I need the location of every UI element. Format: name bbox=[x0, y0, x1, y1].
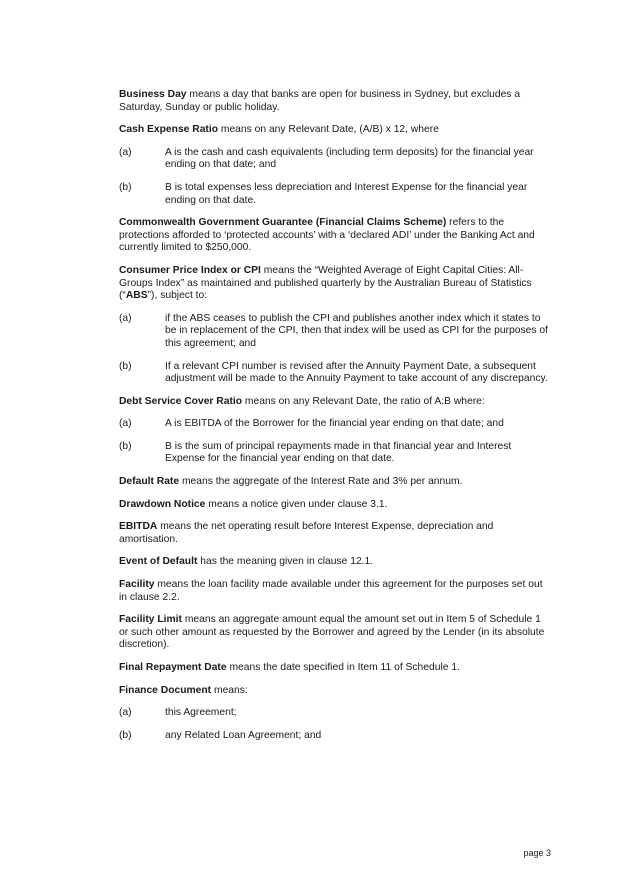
defined-term: Facility bbox=[119, 579, 155, 591]
list-item bbox=[119, 730, 552, 743]
defined-term: Debt Service Cover Ratio bbox=[119, 395, 243, 407]
definition-text: means a day that banks are open for business in Sydney, but excludes a Saturday, Sunday or public holiday. bbox=[119, 89, 521, 113]
definition-text: ”), subject to: bbox=[147, 290, 208, 302]
definition-facility-limit bbox=[119, 614, 552, 652]
definition-debt-service-cover-ratio bbox=[119, 396, 552, 409]
definition-text: means: bbox=[211, 684, 248, 696]
list-item bbox=[119, 361, 552, 386]
definition-default-rate bbox=[119, 476, 552, 489]
definition-text: means on any Relevant Date, the ratio of A:B where: bbox=[242, 395, 485, 407]
list-item bbox=[119, 147, 552, 172]
definition-drawdown-notice bbox=[119, 499, 552, 512]
defined-term: Final Repayment Date bbox=[119, 662, 227, 673]
list-marker: (b) bbox=[119, 181, 132, 193]
definition-text: means the aggregate of the Interest Rate and 3% per annum. bbox=[179, 476, 463, 488]
definition-finance-document bbox=[119, 685, 552, 698]
definition-text: means the loan facility made available under this agreement for the purposes set out in clause 2.2. bbox=[119, 579, 543, 603]
defined-term: EBITDA bbox=[119, 521, 158, 533]
list-item-text: If a relevant CPI number is revised after the Annuity Payment Date, a subsequent adjustment will be made to the Annuity Payment to take account of any discrepancy. bbox=[165, 360, 548, 385]
list-item bbox=[119, 418, 552, 431]
list-marker: (b) bbox=[119, 440, 132, 452]
definition-text: means on any Relevant Date, (A/B) x 12, where bbox=[218, 124, 439, 136]
list-marker: (a) bbox=[119, 418, 132, 430]
definition-commonwealth-guarantee bbox=[119, 217, 552, 255]
list-item bbox=[119, 313, 552, 351]
definition-text: means an aggregate amount equal the amount set out in Item 5 of Schedule 1 or such other amount as requested by the Borrower and agreed by the Lender (in its absolute discretion). bbox=[119, 614, 545, 651]
definition-text: means the “Weighted Average of Eight Capital Cities: All-Groups Index” as maintained and published quarterly by the Australian Bureau of Statistics (“ bbox=[119, 264, 532, 302]
defined-term: Cash Expense Ratio bbox=[119, 124, 218, 136]
defined-term: Event of Default bbox=[119, 556, 198, 568]
list-marker: (b) bbox=[119, 729, 132, 741]
definition-ebitda bbox=[119, 521, 552, 546]
list-item-text: any Related Loan Agreement; and bbox=[165, 729, 322, 741]
defined-term: Facility Limit bbox=[119, 614, 182, 626]
definition-cpi bbox=[119, 265, 552, 303]
list-item-text: if the ABS ceases to publish the CPI and publishes another index which it states to be in replacement of the CPI, then that index will be used as CPI for the purposes of this agreement; and bbox=[165, 312, 548, 349]
list-marker: (a) bbox=[119, 707, 132, 719]
defined-term: Commonwealth Government Guarantee (Financial Claims Scheme) bbox=[119, 217, 447, 229]
list-marker: (a) bbox=[119, 146, 132, 158]
defined-term: Default Rate bbox=[119, 476, 180, 488]
page-number: page 3 bbox=[523, 848, 551, 858]
definition-text: means a notice given under clause 3.1. bbox=[205, 498, 388, 510]
definition-text: refers to the protections afforded to ‘protected accounts’ with a ‘declared ADI’ under the Banking Act and currently limited to $250,000. bbox=[119, 217, 535, 254]
list-item-text: B is total expenses less depreciation and Interest Expense for the financial year ending on that date. bbox=[165, 181, 528, 206]
definition-final-repayment-date bbox=[119, 662, 552, 675]
list-marker: (a) bbox=[119, 312, 132, 324]
list-item bbox=[119, 707, 552, 720]
definition-business-day bbox=[119, 89, 552, 114]
list-marker: (b) bbox=[119, 360, 132, 372]
definition-cash-expense-ratio bbox=[119, 124, 552, 137]
definitions-section bbox=[119, 89, 552, 752]
list-item bbox=[119, 182, 552, 207]
defined-term: Drawdown Notice bbox=[119, 498, 206, 510]
defined-term: Business Day bbox=[119, 89, 187, 100]
list-item-text: A is the cash and cash equivalents (including term deposits) for the financial year ending on that date; and bbox=[165, 146, 534, 171]
definition-text: has the meaning given in clause 12.1. bbox=[197, 556, 374, 568]
list-item bbox=[119, 441, 552, 466]
definition-facility bbox=[119, 579, 552, 604]
definition-text: means the net operating result before Interest Expense, depreciation and amortisation. bbox=[119, 521, 494, 545]
definition-event-of-default bbox=[119, 556, 552, 569]
defined-term: Consumer Price Index or CPI bbox=[119, 264, 261, 276]
defined-term: Finance Document bbox=[119, 684, 212, 696]
definition-text: means the date specified in Item 11 of Schedule 1. bbox=[226, 662, 460, 673]
list-item-text: this Agreement; bbox=[165, 707, 237, 719]
defined-abbreviation: ABS bbox=[125, 290, 148, 302]
list-item-text: B is the sum of principal repayments made in that financial year and Interest Expense for the financial year ending on that date. bbox=[165, 440, 512, 465]
list-item-text: A is EBITDA of the Borrower for the financial year ending on that date; and bbox=[165, 418, 504, 430]
